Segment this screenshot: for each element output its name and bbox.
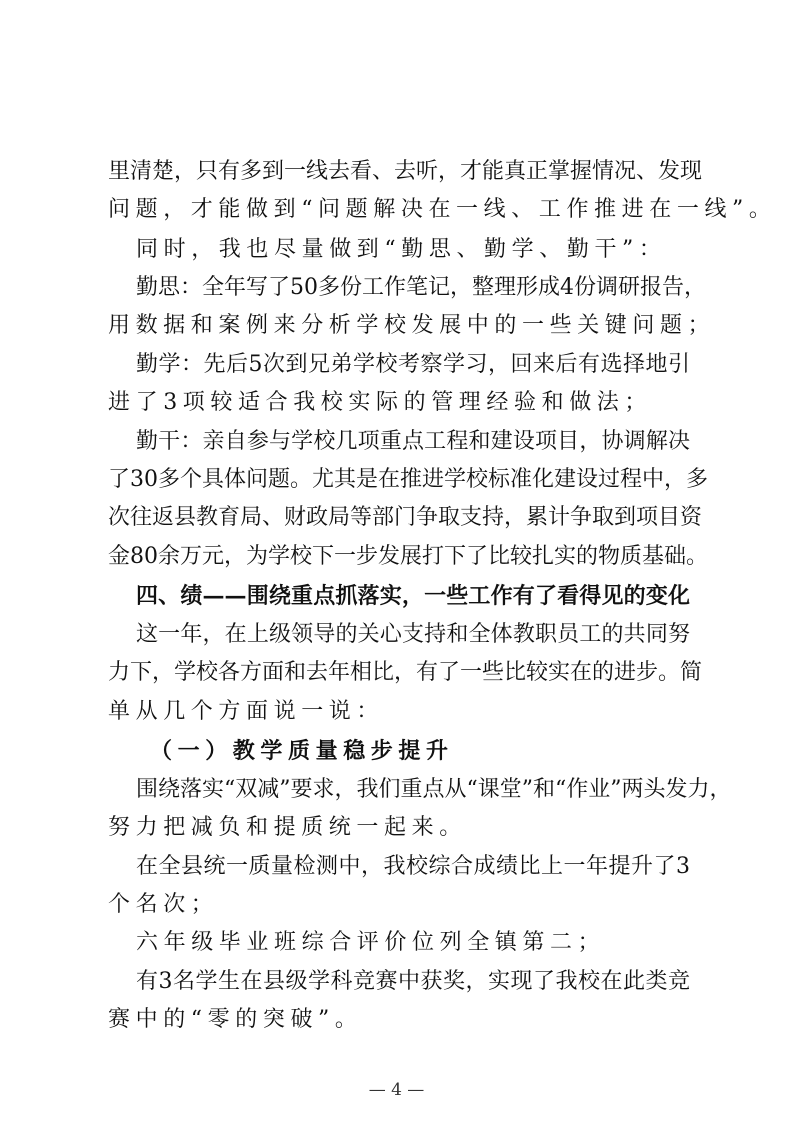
- body-line: 勤思：全年写了50多份工作笔记，整理形成4份调研报告，: [136, 275, 706, 300]
- body-line: 进了3项较适合我校实际的管理经验和做法；: [108, 390, 652, 415]
- body-line: 力下，学校各方面和去年相比，有了一些比较实在的进步。简: [108, 660, 703, 685]
- page-number: — 4 —: [368, 1080, 425, 1100]
- body-line: 赛中的“零的突破”。: [108, 1007, 363, 1032]
- body-line: 这一年，在上级领导的关心支持和全体教职员工的共同努: [136, 622, 690, 647]
- body-line: 勤干：亲自参与学校几项重点工程和建设项目，协调解决: [136, 429, 690, 454]
- subsection-heading: （一）教学质量稳步提升: [150, 738, 454, 764]
- body-line: 单从几个方面说一说：: [108, 699, 385, 724]
- body-line: 在全县统一质量检测中，我校综合成绩比上一年提升了3: [136, 854, 690, 879]
- section-heading: 四、绩——围绕重点抓落实，一些工作有了看得见的变化: [136, 583, 690, 609]
- body-line: 有3名学生在县级学科竞赛中获奖，实现了我校在此类竞: [136, 969, 690, 994]
- body-line: 了30多个具体问题。尤其是在推进学校标准化建设过程中，多: [108, 467, 708, 492]
- body-line: 用数据和案例来分析学校发展中的一些关键问题；: [108, 313, 716, 338]
- body-line: 次往返县教育局、财政局等部门争取支持，累计争取到项目资: [108, 505, 703, 530]
- body-line: 勤学：先后5次到兄弟学校考察学习，回来后有选择地引: [136, 352, 690, 377]
- body-line: 金80余万元，为学校下一步发展打下了比较扎实的物质基础。: [108, 544, 708, 569]
- body-line: 个名次；: [108, 892, 219, 917]
- body-line: 问题，才能做到“问题解决在一线、工作推进在一线”。: [108, 197, 777, 222]
- body-line: 努力把减负和提质统一起来。: [108, 815, 467, 840]
- body-line: 同时，我也尽量做到“勤思、勤学、勤干”：: [136, 237, 667, 262]
- body-line: 六年级毕业班综合评价位列全镇第二；: [136, 930, 606, 955]
- body-line: 里清楚，只有多到一线去看、去听，才能真正掌握情况、发现: [108, 159, 703, 184]
- body-line: 围绕落实“双减”要求，我们重点从“课堂”和“作业”两头发力，: [136, 777, 732, 802]
